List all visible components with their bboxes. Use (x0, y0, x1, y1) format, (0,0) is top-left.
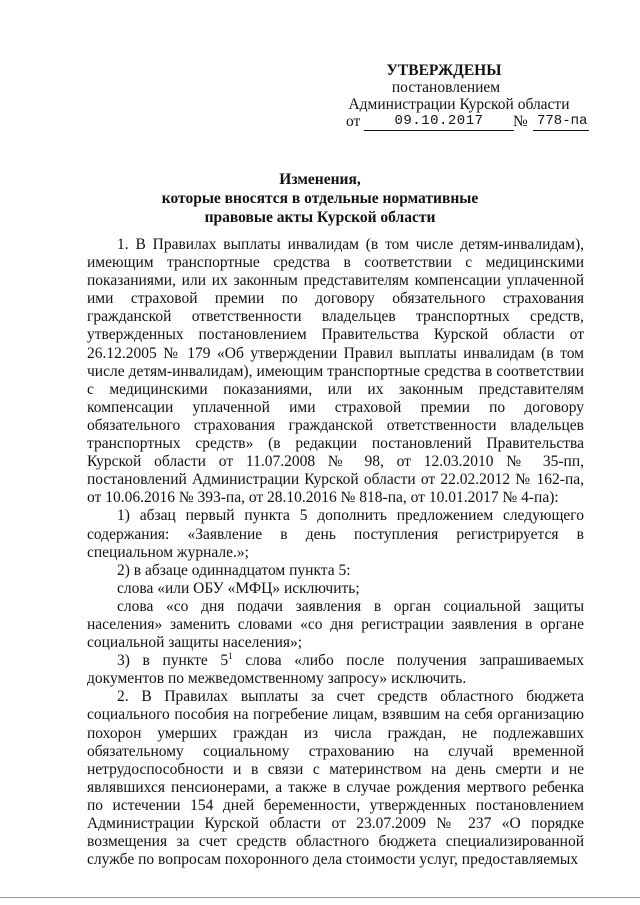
item3-superscript: 1 (228, 651, 233, 662)
paragraph-words-1: слова «или ОБУ «МФЦ» исключить; (117, 579, 360, 597)
paragraph-item-1: 1) абзац первый пункта 5 дополнить предложением следующего содержания: «Заявление в день поступления регистрируется в специальном журнале.»; (87, 507, 584, 561)
paragraph-item-2: 2) в абзаце одиннадцатом пункта 5: (117, 561, 351, 579)
paragraph-words-2: слова «со дня подачи заявления в орган социальной защиты населения» заменить словами «со дня регистрации заявления в органе социальной защиты населения»; (87, 597, 584, 652)
item3-suffix: слова «либо после получения запрашиваемых документов по межведомственному запросу» исключить. (87, 652, 584, 688)
approval-date-row (336, 113, 596, 131)
paragraph-item-3 (87, 652, 584, 688)
heading-line-1: Изменения, (279, 171, 361, 188)
paragraph-1: 1. В Правилах выплаты инвалидам (в том числе детям-инвалидам), имеющим транспортные средства в соответствии с медицинскими показаниями, или их законным представителям компенсации уплаченной ими страховой премии по договору обязательного страхования гражданской ответственности владельцев транспортных средств, утвержденных постановлением Правительства Курской области от 26.12.2005 № 179 «Об утверждении Правил выплаты инвалидам (в том числе детям-инвалидам), имеющим транспортные средства в соответствии с медицинскими показаниями, или их законным представителям компенсации уплаченной ими страховой премии по договору обязательного страхования гражданской ответственности владельцев транспортных средств» (в редакции постановлений Правительства Курской области от 11.07.2008 № 98, от 12.03.2010 № 35-пп, постановлений Администрации Курской области от 22.02.2012 № 162-па, от 10.06.2016 № 393-па, от 28.10.2016 № 818-па, от 10.01.2017 № 4-па): (87, 236, 584, 507)
item3-prefix: 3) в пункте 5 (117, 652, 229, 670)
paragraph-2: 2. В Правилах выплаты за счет средств областного бюджета социального пособия на погребение лицам, взявшим на себя организацию похорон умерших граждан из числа граждан, не подлежавших обязательному социальному страхованию на случай временной нетрудоспособности и в связи с материнством на день смерти и не являвшихся пенсионерами, а также в случае рождения мертвого ребенка по истечении 154 дней беременности, утвержденных постановлением Администрации Курской области от 23.07.2009 № 237 «О порядке возмещения за счет средств областного бюджета специализированной службе по вопросам похоронного дела стоимости услуг, предоставляемых (87, 688, 584, 869)
approval-number: 778-па (533, 113, 589, 131)
document-heading (120, 170, 520, 227)
approval-title: УТВЕРЖДЕНЫ (386, 62, 502, 79)
approval-line-2: Администрации Курской области (348, 96, 570, 113)
approval-stamp (336, 62, 596, 131)
approval-date: 09.10.2017 (364, 113, 514, 131)
approval-line-1: постановлением (391, 79, 501, 96)
heading-line-2: которые вносятся в отдельные нормативные (161, 190, 479, 207)
heading-line-3: правовые акты Курской области (204, 209, 436, 226)
document-body (87, 236, 584, 869)
number-prefix: № (513, 113, 528, 130)
page-bottom-edge (0, 897, 640, 898)
date-prefix: от (346, 113, 361, 130)
